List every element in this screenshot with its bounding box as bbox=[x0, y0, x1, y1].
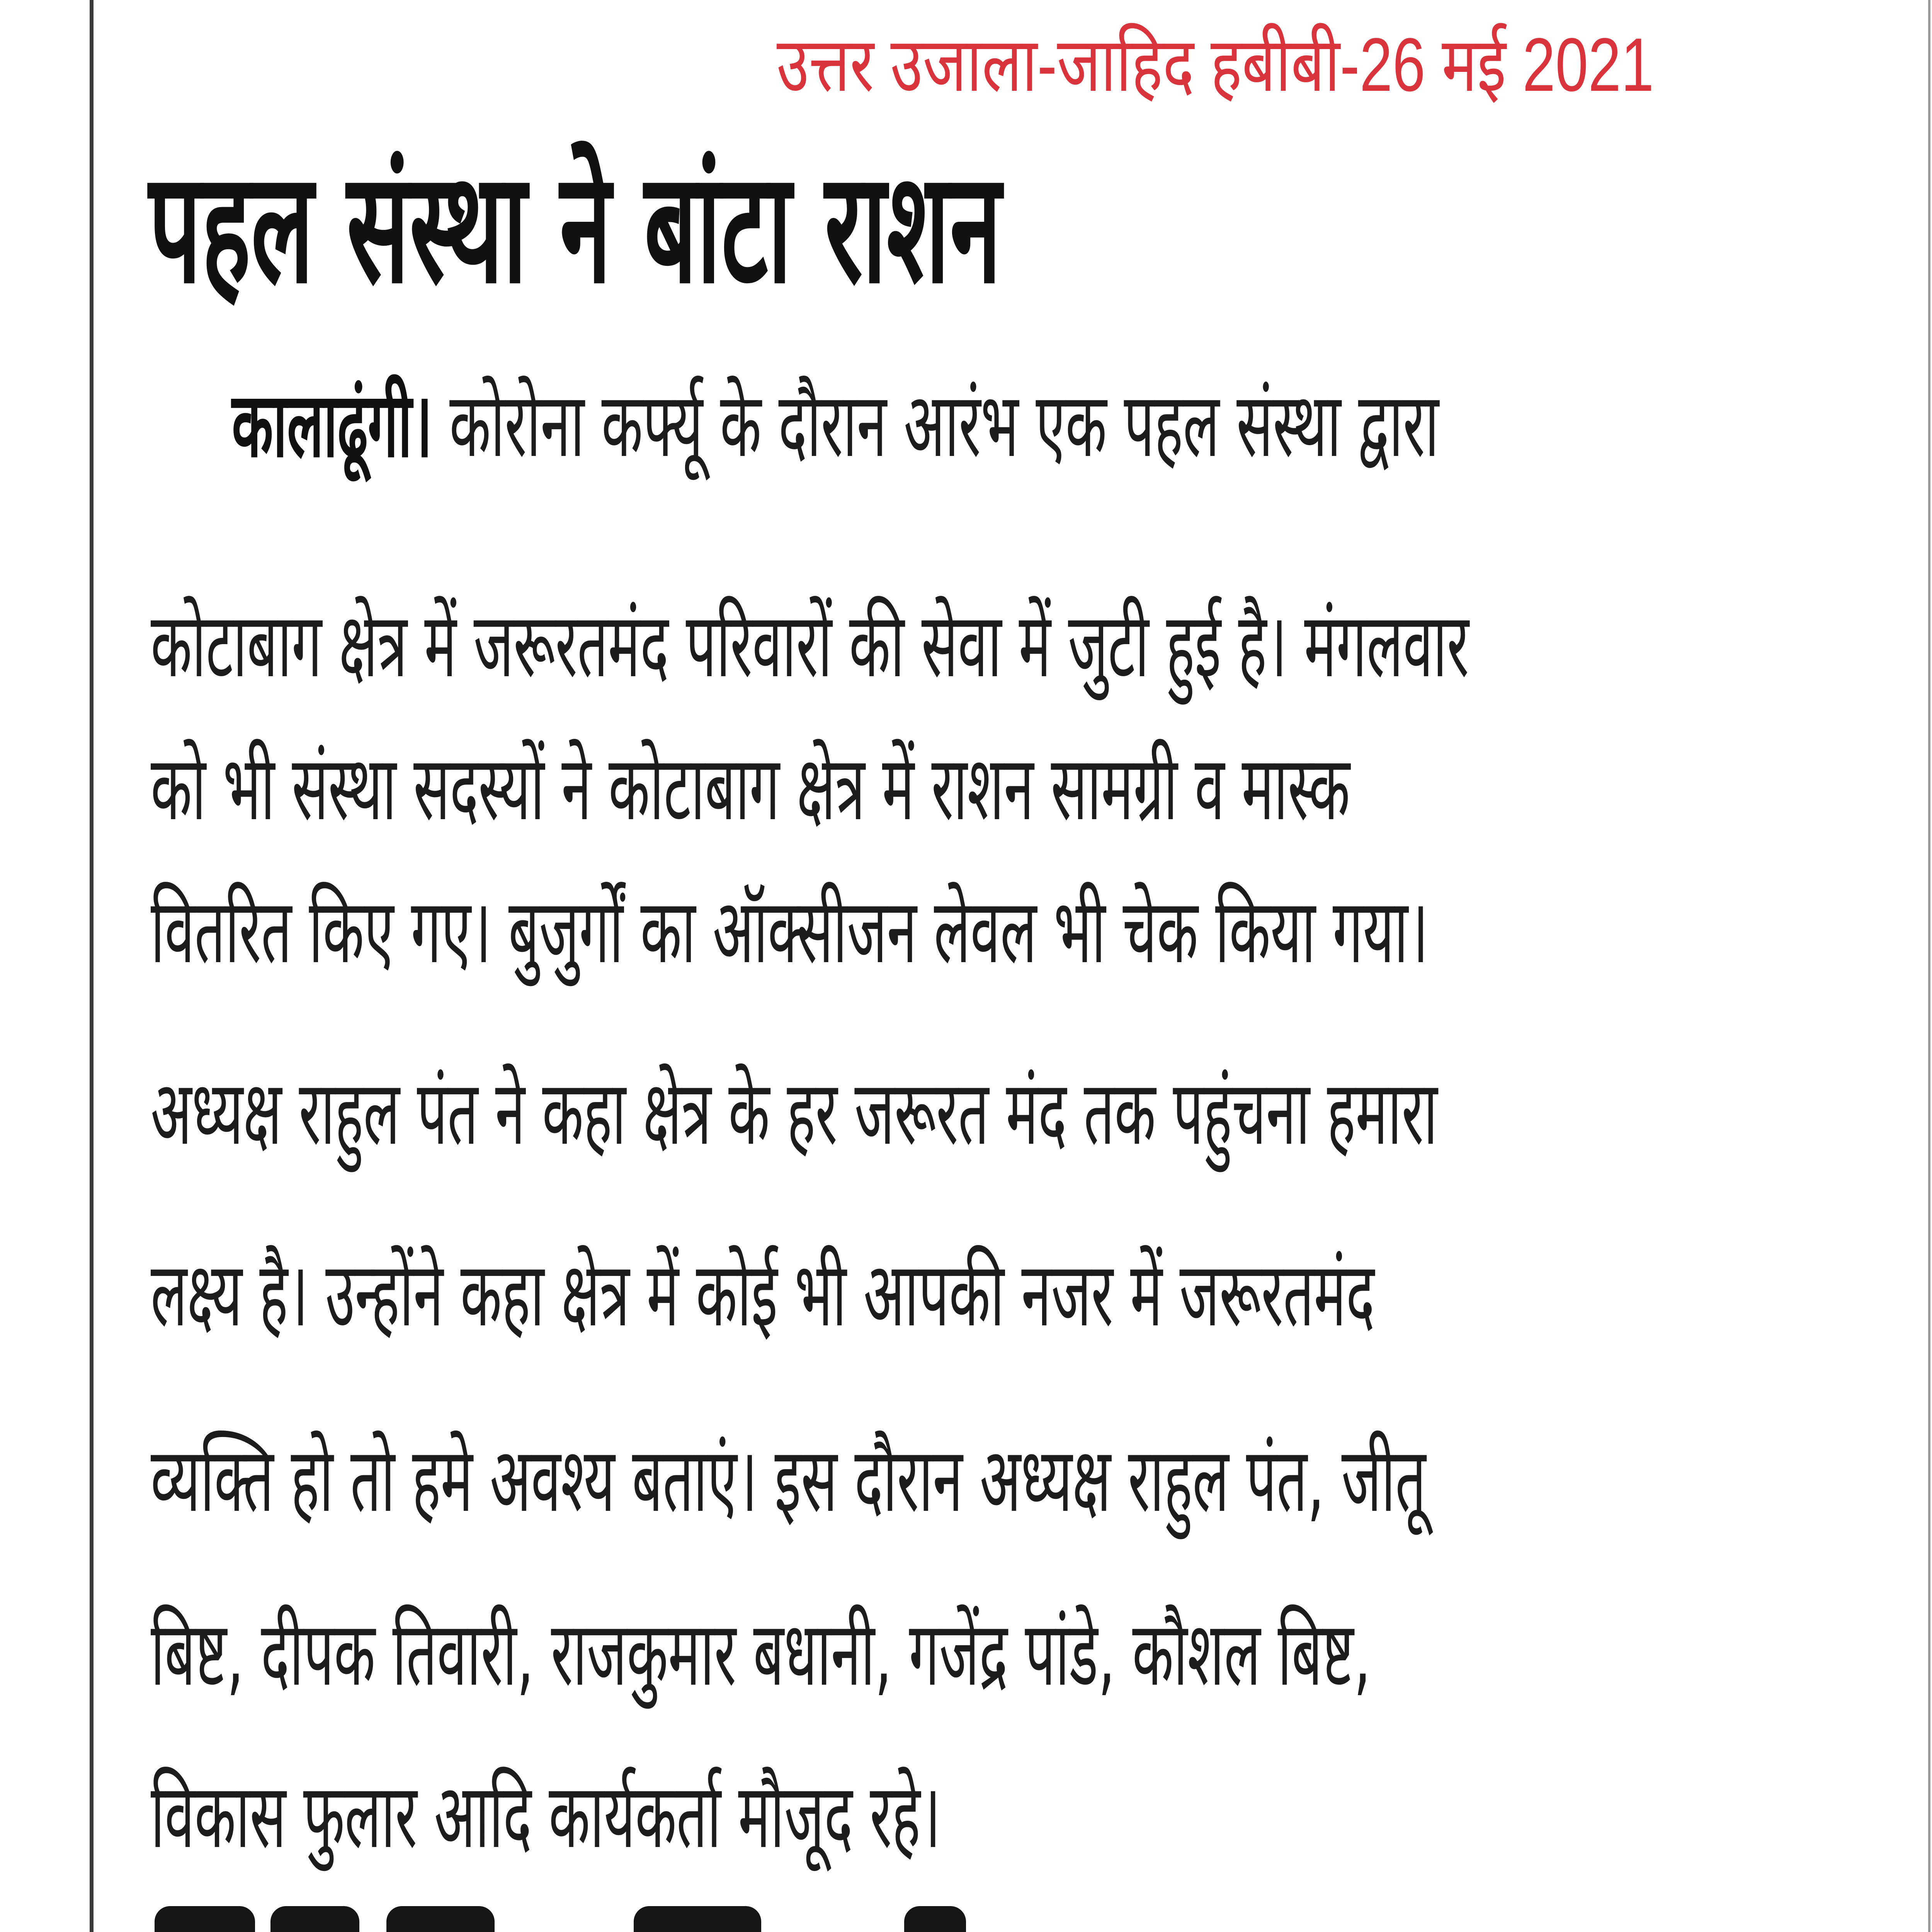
article-line-1 bbox=[232, 359, 1439, 491]
cropped-next-headline bbox=[155, 1895, 966, 1932]
column-rule-left bbox=[90, 0, 94, 1932]
cropped-previous-text bbox=[162, 0, 1070, 8]
article-line-8: बिष्ट, दीपक तिवारी, राजकुमार बधानी, गजेंद्र पांडे, कौशल बिष्ट, bbox=[151, 1602, 1371, 1706]
article-line-text: कोरोना कर्फ्यू के दौरान आरंभ एक पहल संस्था द्वारा bbox=[449, 373, 1439, 477]
article-headline: पहल संस्था ने बांटा राशन bbox=[149, 138, 1002, 317]
article-line-9: विकास फुलार आदि कार्यकर्ता मौजूद रहे। bbox=[151, 1764, 941, 1868]
article-line-4: वितरित किए गए। बुजुर्गों का ऑक्सीजन लेवल भी चेक किया गया। bbox=[151, 879, 1429, 983]
column-rule-right bbox=[1928, 0, 1930, 1932]
article-line-2: कोटाबाग क्षेत्र में जरूरतमंद परिवारों की सेवा में जुटी हुई है। मंगलवार bbox=[151, 593, 1469, 697]
article-line-5: अध्यक्ष राहुल पंत ने कहा क्षेत्र के हर जरूरत मंद तक पहुंचना हमारा bbox=[151, 1061, 1438, 1165]
article-line-3: को भी संस्था सदस्यों ने कोटाबाग क्षेत्र में राशन सामग्री व मास्क bbox=[151, 736, 1350, 840]
article-line-7: व्यक्ति हो तो हमे अवश्य बताएं। इस दौरान अध्यक्ष राहुल पंत, जीतू bbox=[151, 1428, 1426, 1532]
dateline: कालाढूंगी। bbox=[232, 373, 432, 477]
source-credit: उत्तर उजाला-जाहिद हबीबी-26 मई 2021 bbox=[777, 22, 1654, 107]
article-line-6: लक्ष्य है। उन्होंने कहा क्षेत्र में कोई भी आपकी नजर में जरूरतमंद bbox=[151, 1242, 1375, 1347]
